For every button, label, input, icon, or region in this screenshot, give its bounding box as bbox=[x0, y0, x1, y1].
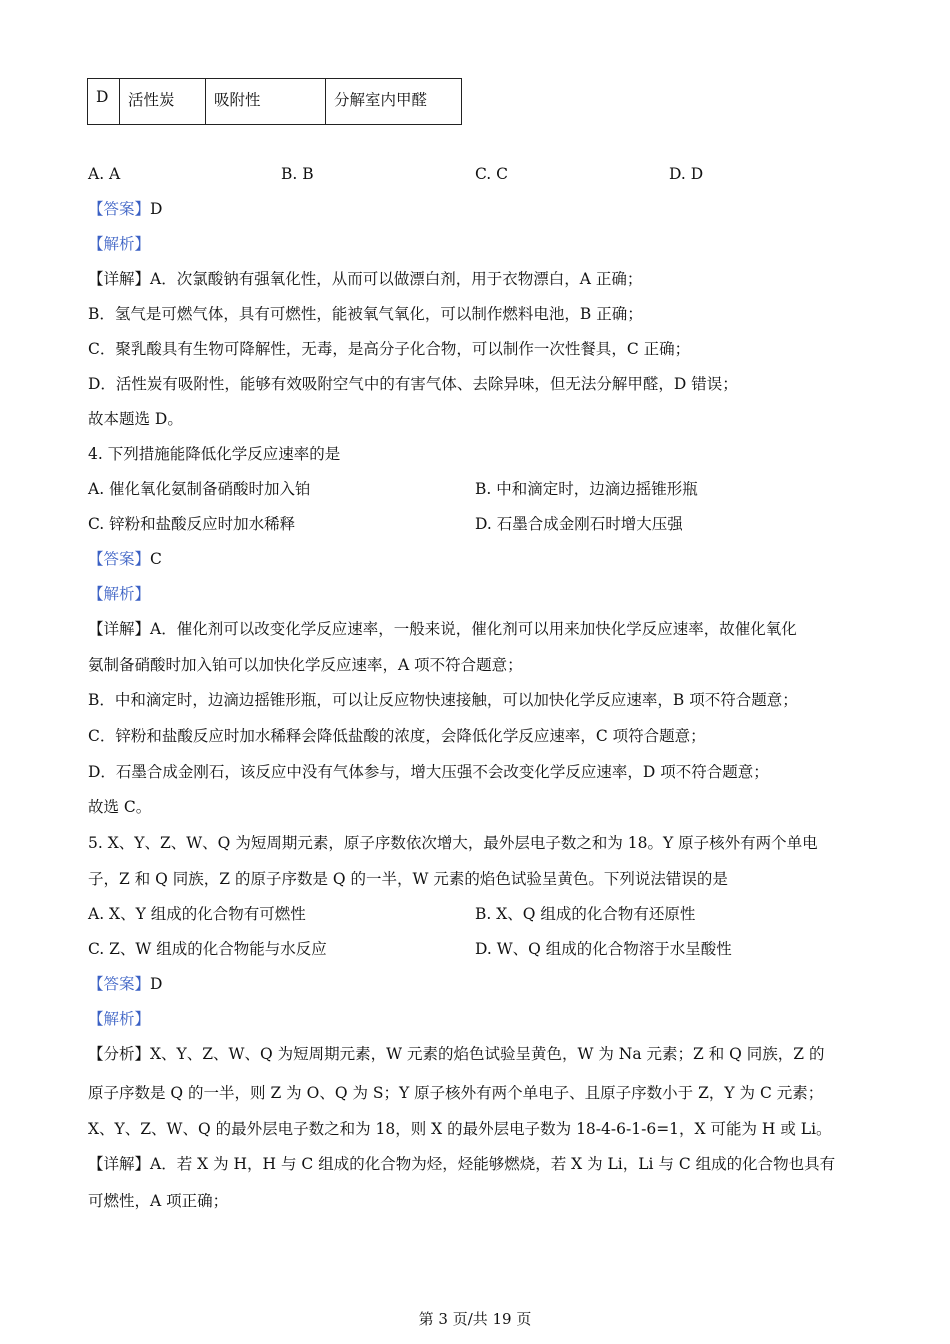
q5-option-d: D. W、Q 组成的化合物溶于水呈酸性 bbox=[475, 940, 732, 958]
q5-stem: 子，Z 和 Q 同族，Z 的原子序数是 Q 的一半，W 元素的焰色试验呈黄色。下列说法错误的是 bbox=[88, 870, 728, 888]
q5-analysis-line: 【分析】X、Y、Z、W、Q 为短周期元素，W 元素的焰色试验呈黄色，W 为 Na 元素；Z 和 Q 同族，Z 的 bbox=[88, 1045, 825, 1063]
q5-option-c: C. Z、W 组成的化合物能与水反应 bbox=[88, 940, 327, 958]
q3-answer: 【答案】D bbox=[88, 200, 163, 218]
q4-detail-line: D．石墨合成金刚石，该反应中没有气体参与，增大压强不会改变化学反应速率，D 项不符合题意； bbox=[88, 763, 769, 781]
q5-option-a: A. X、Y 组成的化合物有可燃性 bbox=[88, 905, 306, 923]
q3-option-d: D. D bbox=[669, 165, 704, 183]
q3-detail-line: B．氢气是可燃气体，具有可燃性，能被氧气氧化，可以制作燃料电池，B 正确； bbox=[88, 305, 643, 323]
q3-detail-line: 【详解】A．次氯酸钠有强氧化性，从而可以做漂白剂，用于衣物漂白，A 正确； bbox=[88, 270, 643, 288]
q3-conclusion: 故本题选 D。 bbox=[88, 410, 183, 428]
q4-option-d: D. 石墨合成金刚石时增大压强 bbox=[475, 515, 683, 533]
table-cell: 分解室内甲醛 bbox=[326, 79, 462, 125]
q4-option-b: B. 中和滴定时，边滴边摇锥形瓶 bbox=[475, 480, 698, 498]
page-footer: 第 3 页/共 19 页 bbox=[418, 1310, 532, 1328]
q5-analysis-line: X、Y、Z、W、Q 的最外层电子数之和为 18，则 X 的最外层电子数为 18-4-6-1-6=1，X 可能为 H 或 Li。 bbox=[88, 1120, 832, 1138]
q4-detail-line: 氨制备硝酸时加入铂可以加快化学反应速率，A 项不符合题意； bbox=[88, 656, 523, 674]
q4-detail-line: C．锌粉和盐酸反应时加水稀释会降低盐酸的浓度，会降低化学反应速率，C 项符合题意； bbox=[88, 727, 706, 745]
table-cell: D bbox=[88, 79, 120, 125]
q5-option-b: B. X、Q 组成的化合物有还原性 bbox=[475, 905, 696, 923]
q5-analysis-line: 原子序数是 Q 的一半，则 Z 为 O、Q 为 S；Y 原子核外有两个单电子、且原子序数小于 Z，Y 为 C 元素； bbox=[88, 1084, 824, 1102]
q5-detail-line: 可燃性，A 项正确； bbox=[88, 1192, 229, 1210]
q4-detail-line: 【详解】A．催化剂可以改变化学反应速率，一般来说，催化剂可以用来加快化学反应速率，故催化氧化 bbox=[88, 620, 797, 638]
q3-option-c: C. C bbox=[475, 165, 509, 183]
q5-detail-line: 【详解】A．若 X 为 H，H 与 C 组成的化合物为烃，烃能够燃烧，若 X 为 Li，Li 与 C 组成的化合物也具有 bbox=[88, 1155, 836, 1173]
q5-stem: 5. X、Y、Z、W、Q 为短周期元素，原子序数依次增大，最外层电子数之和为 18。Y 原子核外有两个单电 bbox=[88, 834, 818, 852]
table-cell: 吸附性 bbox=[206, 79, 326, 125]
q4-stem: 4. 下列措施能降低化学反应速率的是 bbox=[88, 445, 341, 463]
q3-option-a: A. A bbox=[88, 165, 121, 183]
option-table bbox=[87, 78, 462, 125]
table-cell: 活性炭 bbox=[120, 79, 206, 125]
q3-jiexi-label: 【解析】 bbox=[88, 235, 151, 253]
q4-conclusion: 故选 C。 bbox=[88, 798, 152, 816]
q5-jiexi-label: 【解析】 bbox=[88, 1010, 151, 1028]
q4-jiexi-label: 【解析】 bbox=[88, 585, 151, 603]
q4-detail-line: B．中和滴定时，边滴边摇锥形瓶，可以让反应物快速接触，可以加快化学反应速率，B 项不符合题意； bbox=[88, 691, 798, 709]
q4-answer: 【答案】C bbox=[88, 550, 162, 568]
q3-detail-line: C．聚乳酸具有生物可降解性，无毒，是高分子化合物，可以制作一次性餐具，C 正确； bbox=[88, 340, 691, 358]
q3-option-b: B. B bbox=[281, 165, 314, 183]
q4-option-c: C. 锌粉和盐酸反应时加水稀释 bbox=[88, 515, 296, 533]
q4-option-a: A. 催化氧化氨制备硝酸时加入铂 bbox=[88, 480, 311, 498]
table-row bbox=[88, 79, 462, 125]
q5-answer: 【答案】D bbox=[88, 975, 163, 993]
q3-detail-line: D．活性炭有吸附性，能够有效吸附空气中的有害气体、去除异味，但无法分解甲醛，D 错误； bbox=[88, 375, 738, 393]
